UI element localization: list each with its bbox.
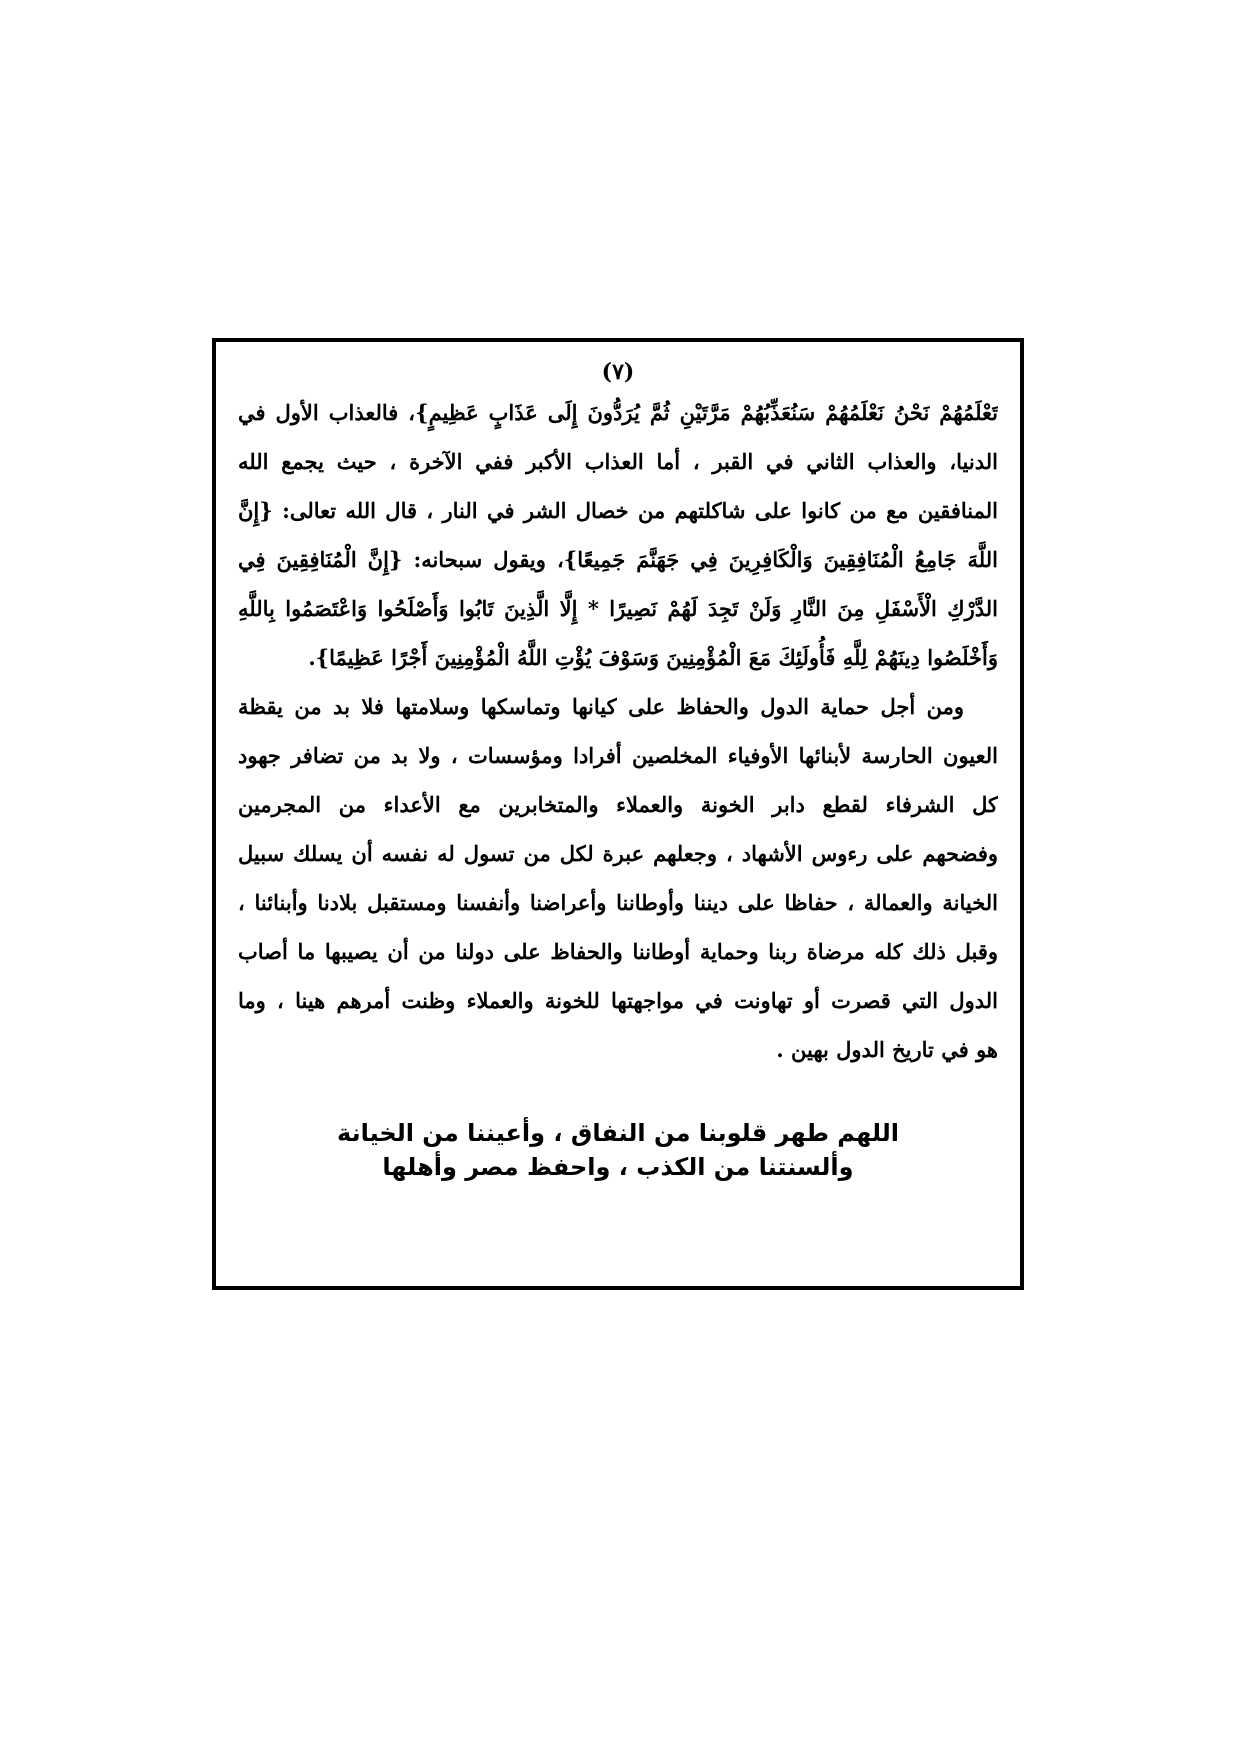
text-line: الخيانة والعمالة ، حفاظا على ديننا وأوطاننا وأعراضنا وأنفسنا ومستقبل بلادنا وأبنائنا ، xyxy=(238,890,998,915)
text-line: الدول التي قصرت أو تهاونت في مواجهتها للخونة والعملاء وظنت أمرهم هينا ، وما xyxy=(238,988,998,1013)
text-line: تَعْلَمُهُمْ نَحْنُ نَعْلَمُهُمْ سَنُعَذِّبُهُمْ مَرَّتَيْنِ ثُمَّ يُرَدُّونَ إِلَى عَذَابٍ عَظِيمٍ}، فالعذاب الأول في xyxy=(238,400,998,425)
text-line: وَأَخْلَصُوا دِينَهُمْ لِلَّهِ فَأُولَئِكَ مَعَ الْمُؤْمِنِينَ وَسَوْفَ يُؤْتِ اللَّهُ الْمُؤْمِنِينَ أَجْرًا عَظِيمًا}. xyxy=(308,645,998,670)
text-line: كل الشرفاء لقطع دابر الخونة والعملاء والمتخابرين مع الأعداء من المجرمين xyxy=(238,792,998,817)
paragraph-protection xyxy=(238,682,998,1074)
text-line: العيون الحارسة لأبنائها الأوفياء المخلصين أفرادا ومؤسسات ، ولا بد من تضافر جهود xyxy=(238,743,998,768)
text-line: هو في تاريخ الدول بهين . xyxy=(776,1037,998,1062)
text-line: وفضحهم على رءوس الأشهاد ، وجعلهم عبرة لكل من تسول له نفسه أن يسلك سبيل xyxy=(238,841,998,866)
page-frame xyxy=(212,338,1024,1290)
text-line: اللَّهَ جَامِعُ الْمُنَافِقِينَ وَالْكَافِرِينَ فِي جَهَنَّمَ جَمِيعًا}، ويقول سبحانه: {إِنَّ الْمُنَافِقِينَ فِي xyxy=(238,547,998,572)
page-number: (٧) xyxy=(601,359,635,385)
text-line: المنافقين مع من كانوا على شاكلتهم من خصال الشر في النار ، قال الله تعالى: {إِنَّ xyxy=(238,498,998,523)
text-line: الدَّرْكِ الْأَسْفَلِ مِنَ النَّارِ وَلَنْ تَجِدَ لَهُمْ نَصِيرًا * إِلَّا الَّذِينَ تَابُوا وَأَصْلَحُوا وَاعْتَصَمُوا بِاللَّهِ xyxy=(238,596,998,621)
closing-prayer xyxy=(238,1116,998,1184)
prayer-line: وألسنتنا من الكذب ، واحفظ مصر وأهلها xyxy=(382,1153,854,1181)
text-line: ومن أجل حماية الدول والحفاظ على كيانها وتماسكها وسلامتها فلا بد من يقظة xyxy=(238,694,964,719)
text-line: وقبل ذلك كله مرضاة ربنا وحماية أوطاننا والحفاظ على دولنا من أن يصيبها ما أصاب xyxy=(238,939,998,964)
paragraph-hypocrites xyxy=(238,388,998,682)
prayer-line: اللهم طهر قلوبنا من النفاق ، وأعيننا من الخيانة xyxy=(337,1119,899,1147)
text-line: الدنيا، والعذاب الثاني في القبر ، أما العذاب الأكبر ففي الآخرة ، حيث يجمع الله xyxy=(238,449,998,474)
